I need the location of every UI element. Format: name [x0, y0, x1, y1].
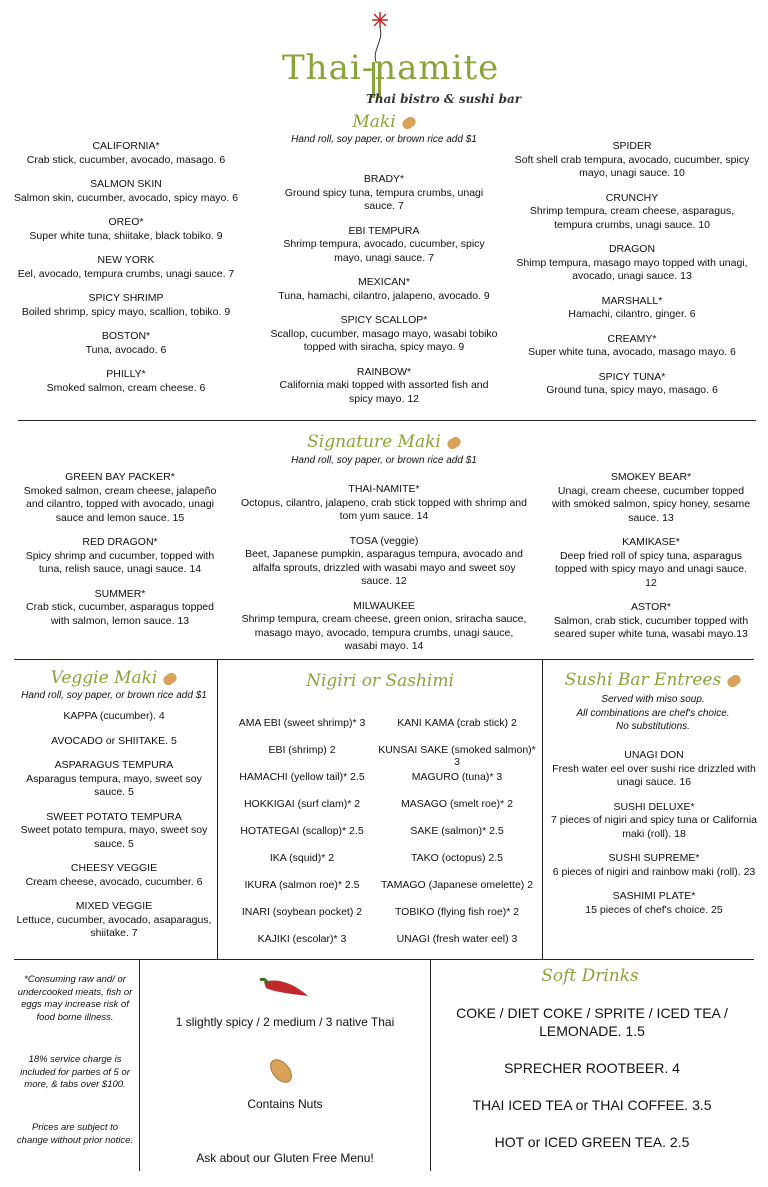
nigiri-item: AMA EBI (sweet shrimp)* 3 [238, 717, 366, 729]
menu-item-description: Ground spicy tuna, tempura crumbs, unagi sauce. 7 [284, 186, 484, 212]
nigiri-item: INARI (soybean pocket) 2 [241, 906, 363, 918]
menu-item-name: SUSHI SUPREME* [608, 852, 700, 864]
menu-item-name: CALIFORNIA* [92, 140, 160, 152]
menu-item-name: TOSA (veggie) [349, 534, 419, 547]
menu-item [12, 368, 240, 395]
nigiri-item: TOBIKO (flying fish roe)* 2 [394, 906, 520, 918]
menu-item [238, 535, 530, 589]
menu-item-name: MEXICAN* [358, 276, 410, 288]
peanut-icon [162, 670, 179, 686]
menu-item-description: Salmon, crab stick, cucumber topped with seared super white tuna, wasabi mayo.13 [553, 614, 749, 640]
menu-item-name: GREEN BAY PACKER* [65, 471, 175, 483]
veggie-title: Veggie Maki [14, 668, 214, 688]
nigiri-item: HOTATEGAI (scallop)* 2.5 [240, 825, 364, 837]
entrees-title: Sushi Bar Entrees [546, 670, 760, 690]
menu-item [12, 254, 240, 281]
menu-item [238, 600, 530, 654]
prices-note: Prices are subject to change without prior notice. [16, 1122, 134, 1146]
menu-item-description: Shimp tempura, masago mayo topped with unagi, avocado, unagi sauce. 13 [516, 256, 748, 282]
signature-right-column [548, 471, 754, 653]
menu-item-name: MIXED VEGGIE [75, 900, 153, 912]
menu-item [238, 483, 530, 524]
peanut-icon [726, 672, 743, 688]
menu-item [12, 178, 240, 205]
menu-item-description: Smoked salmon, cream cheese. 6 [46, 381, 206, 394]
menu-item-name: CREAMY* [607, 332, 657, 345]
menu-item-name: RED DRAGON* [82, 536, 158, 548]
menu-item-name: SALMON SKIN [90, 178, 162, 190]
nigiri-item: UNAGI (fresh water eel) 3 [396, 933, 518, 945]
divider [18, 420, 756, 421]
menu-item-description: Salmon skin, cucumber, avocado, spicy mayo. 6 [13, 191, 239, 204]
menu-item [268, 173, 500, 214]
menu-item-description: 6 pieces of nigiri and rainbow maki (roll). 23 [552, 865, 756, 878]
menu-item [548, 749, 760, 790]
peanut-icon [400, 114, 417, 130]
signature-title: Signature Maki [0, 432, 768, 452]
menu-item-name: ASPARAGUS TEMPURA [54, 759, 174, 771]
menu-item [14, 900, 214, 941]
menu-item [12, 292, 240, 319]
menu-item [14, 759, 214, 800]
menu-item [514, 192, 750, 233]
divider [217, 659, 218, 959]
veggie-list [14, 710, 214, 952]
menu-item-name: SASHIMI PLATE* [612, 890, 696, 902]
nigiri-title: Nigiri or Sashimi [306, 671, 454, 691]
menu-item [268, 366, 500, 407]
menu-item-description: Crab stick, cucumber, avocado, masago. 6 [26, 153, 226, 166]
nigiri-item: EBI (shrimp) 2 [268, 744, 336, 756]
divider [542, 659, 543, 959]
menu-item [514, 371, 750, 398]
drink-item: COKE / DIET COKE / SPRITE / ICED TEA / LEMONADE. 1.5 [456, 1005, 728, 1039]
menu-item [548, 601, 754, 642]
menu-item [268, 314, 500, 355]
menu-item-description: Fresh water eel over sushi rice drizzled with unagi sauce. 16 [552, 762, 756, 788]
menu-item [514, 243, 750, 284]
menu-item-description: Asparagus tempura, mayo, sweet soy sauce. 5 [26, 772, 202, 798]
nigiri-item: KUNSAI SAKE (smoked salmon)* 3 [378, 744, 536, 768]
menu-item [12, 140, 240, 167]
nigiri-item: MASAGO (smelt roe)* 2 [400, 798, 514, 810]
menu-item-description: Unagi, cream cheese, cucumber topped with smoked salmon, spicy honey, sesame sauce. 13 [551, 484, 751, 524]
menu-item [18, 588, 222, 629]
menu-item-name: PHILLY* [106, 368, 146, 380]
nigiri-item: IKURA (salmon roe)* 2.5 [244, 879, 360, 891]
menu-item-description: Tuna, avocado. 6 [85, 343, 167, 356]
raw-warning: *Consuming raw and/ or undercooked meats, fish or eggs may increase risk of food borne illness. [17, 974, 133, 1023]
signature-left-column [18, 471, 222, 639]
menu-item-name: SUMMER* [94, 587, 146, 600]
maki-right-column [514, 140, 750, 409]
signature-note: Hand roll, soy paper, or brown rice add $1 [291, 455, 477, 466]
menu-item-name: NEW YORK [97, 254, 155, 266]
menu-item-name: RAINBOW* [356, 365, 412, 378]
menu-item-description: Cream cheese, avocado, cucumber. 6 [25, 875, 203, 888]
menu-item-description: Shrimp tempura, cream cheese, green onion, sriracha sauce, masago mayo, avocado, tempura crumbs, unagi sauce, wasabi mayo. 14 [241, 613, 527, 652]
menu-item [548, 801, 760, 842]
nigiri-item: MAGURO (tuna)* 3 [411, 771, 503, 783]
drink-item: HOT or ICED GREEN TEA. 2.5 [494, 1134, 690, 1150]
menu-item-description: Lettuce, cucumber, avocado, asaparagus, shiitake. 7 [16, 913, 212, 939]
menu-item-name: KAMIKASE* [622, 536, 680, 548]
menu-item [14, 811, 214, 852]
menu-item-name: BRADY* [363, 173, 405, 185]
menu-item [14, 862, 214, 889]
menu-item-description: Shrimp tempura, cream cheese, asparagus, tempura crumbs, unagi sauce. 10 [529, 205, 735, 231]
chili-pepper-icon [258, 972, 312, 1000]
entrees-notes [546, 693, 760, 734]
menu-item-description: 15 pieces of chef's choice. 25 [585, 903, 723, 916]
menu-item-description: Scallop, cucumber, masago mayo, wasabi tobiko topped with siracha, spicy mayo. 9 [270, 327, 498, 353]
maki-title: Maki [0, 112, 768, 132]
menu-item [14, 710, 214, 724]
drink-item: SPRECHER ROOTBEER. 4 [504, 1060, 680, 1076]
menu-item-description: Deep fried roll of spicy tuna, asparagus topped with spicy mayo and unagi sauce. 12 [554, 549, 748, 589]
menu-item-description: Ground tuna, spicy mayo, masago. 6 [546, 384, 718, 396]
menu-item-name: DRAGON [608, 243, 656, 255]
divider [139, 959, 140, 1171]
menu-item-description: 7 pieces of nigiri and spicy tuna or California maki (roll). 18 [550, 814, 758, 840]
menu-item-name: MARSHALL* [601, 294, 663, 307]
menu-item [12, 216, 240, 243]
menu-item [548, 852, 760, 879]
menu-item-description: Tuna, hamachi, cilantro, jalapeno, avocado. 9 [278, 289, 490, 302]
menu-item-name: AVOCADO or SHIITAKE. 5 [51, 734, 177, 747]
drink-item: THAI ICED TEA or THAI COFFEE. 3.5 [472, 1097, 712, 1113]
menu-item-name: SMOKEY BEAR* [610, 471, 692, 483]
menu-item-description: Beet, Japanese pumpkin, asparagus tempura, avocado and alfalfa sprouts, drizzled with wasabi mayo and sweet soy sauce. 12 [245, 548, 523, 587]
menu-item-description: Hamachi, cilantro, ginger. 6 [568, 308, 696, 320]
spicy-legend: 1 slightly spicy / 2 medium / 3 native Thai [175, 1015, 395, 1029]
nigiri-item: KAJIKI (escolar)* 3 [257, 933, 347, 945]
entrees-note: No substitutions. [616, 721, 690, 732]
contains-nuts: Contains Nuts [247, 1097, 323, 1111]
logo [0, 8, 768, 104]
entrees-list [548, 749, 760, 928]
menu-item [548, 471, 754, 525]
menu-item [514, 140, 750, 181]
veggie-note: Hand roll, soy paper, or brown rice add $1 [21, 690, 207, 701]
peanut-icon [266, 1056, 296, 1086]
service-charge-note: 18% service charge is included for parties of 5 or more, & tabs over $100. [20, 1054, 130, 1090]
nigiri-item: HOKKIGAI (surf clam)* 2 [243, 798, 361, 810]
divider [430, 959, 431, 1171]
menu-item-name: EBI TEMPURA [348, 224, 420, 237]
nigiri-right-column [376, 717, 538, 960]
maki-left-column [12, 140, 240, 406]
divider [14, 659, 754, 660]
gluten-free-note: Ask about our Gluten Free Menu! [196, 1151, 374, 1165]
menu-item-description: Shrimp tempura, avocado, cucumber, spicy mayo, unagi sauce. 7 [283, 238, 485, 264]
menu-item [514, 333, 750, 360]
menu-item-name: ASTOR* [630, 601, 672, 613]
menu-item-description: Boiled shrimp, spicy mayo, scallion, tobiko. 9 [21, 305, 231, 318]
signature-middle-column [238, 483, 530, 665]
menu-item-name: UNAGI DON [624, 749, 684, 761]
drinks-title: Soft Drinks [541, 966, 639, 986]
maki-middle-column [268, 173, 500, 417]
menu-item-description: Octopus, cilantro, jalapeno, crab stick topped with shrimp and tom yum sauce. 14 [241, 496, 527, 522]
menu-item-description: Spicy shrimp and cucumber, topped with tuna, relish sauce, unagi sauce. 14 [25, 549, 215, 575]
menu-item [18, 471, 222, 525]
nigiri-item: KANI KAMA (crab stick) 2 [397, 717, 517, 729]
menu-item-description: California maki topped with assorted fish and spicy mayo. 12 [279, 379, 489, 405]
menu-item [14, 735, 214, 749]
menu-item [268, 225, 500, 266]
menu-item-description: Eel, avocado, tempura crumbs, unagi sauce. 7 [17, 267, 235, 280]
menu-item-description: Sweet potato tempura, mayo, sweet soy sauce. 5 [20, 824, 208, 850]
menu-item-name: CHEESY VEGGIE [70, 862, 158, 874]
divider [14, 959, 754, 960]
menu-item-name: SWEET POTATO TEMPURA [46, 810, 182, 823]
menu-item-name: SPICY SCALLOP* [340, 314, 428, 326]
menu-item-name: KAPPA (cucumber). 4 [63, 710, 165, 722]
menu-item-name: CRUNCHY [605, 191, 659, 204]
menu-item [548, 536, 754, 590]
menu-item-name: MILWAUKEE [353, 599, 415, 612]
menu-item-name: THAI-NAMITE* [348, 483, 420, 495]
menu-item-name: SPICY TUNA* [598, 370, 666, 383]
menu-item [268, 276, 500, 303]
menu-item [548, 890, 760, 917]
menu-item-name: SUSHI DELUXE* [613, 800, 695, 813]
brand-tagline: Thai bistro & sushi bar [366, 92, 522, 106]
brand-name: Thai-namite [282, 48, 500, 88]
menu-item-name: OREO* [108, 216, 144, 228]
nigiri-left-column [222, 717, 382, 960]
nigiri-item: HAMACHI (yellow tail)* 2.5 [239, 771, 365, 783]
menu-item-description: Crab stick, cucumber, asparagus topped with salmon, lemon sauce. 13 [26, 601, 214, 627]
nigiri-item: TAKO (octopus) 2.5 [410, 852, 503, 864]
nigiri-item: IKA (squid)* 2 [269, 852, 335, 864]
peanut-icon [445, 434, 462, 450]
menu-item [514, 295, 750, 322]
menu-item-name: SPIDER [612, 140, 652, 152]
maki-note: Hand roll, soy paper, or brown rice add $1 [291, 134, 477, 145]
menu-item [18, 536, 222, 577]
menu-item-description: Soft shell crab tempura, avocado, cucumber, spicy mayo, unagi sauce. 10 [514, 153, 750, 179]
menu-item-name: BOSTON* [101, 330, 151, 342]
menu-item-description: Smoked salmon, cream cheese, jalapeño and cilantro, topped with avocado, unagi sauce and lemon sauce. 15 [23, 484, 217, 524]
menu-item-description: Super white tuna, shiitake, black tobiko. 9 [29, 229, 223, 242]
entrees-note: All combinations are chef's choice. [576, 707, 730, 719]
menu-item-name: SPICY SHRIMP [88, 292, 164, 304]
nigiri-item: SAKE (salmon)* 2.5 [410, 825, 504, 837]
menu-item-description: Super white tuna, avocado, masago mayo. 6 [528, 346, 736, 358]
nigiri-item: TAMAGO (Japanese omelette) 2 [380, 879, 534, 891]
entrees-note: Served with miso soup. [601, 694, 705, 705]
menu-item [12, 330, 240, 357]
